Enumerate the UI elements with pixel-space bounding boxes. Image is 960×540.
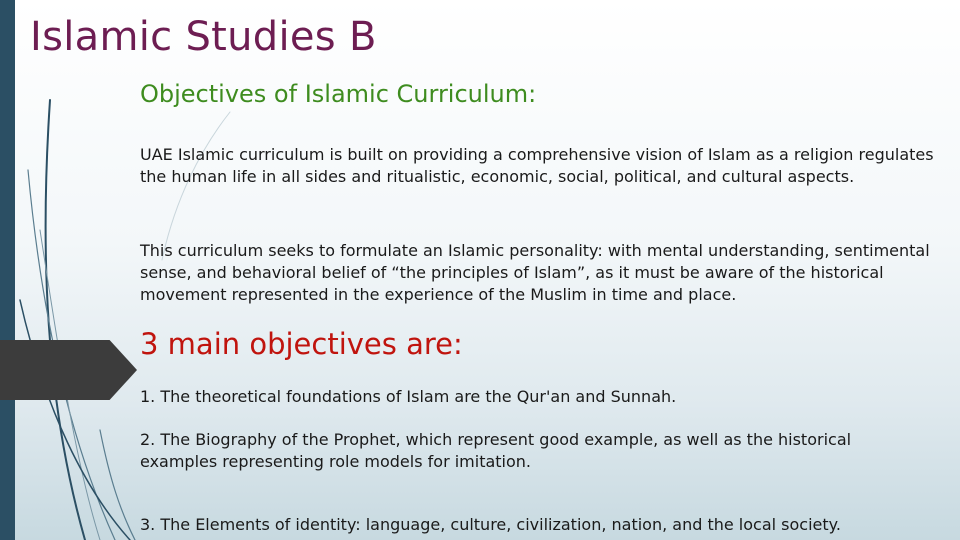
objective-item-2: 2. The Biography of the Prophet, which represent good example, as well as the historical examples representing role models for imitation.	[140, 430, 852, 471]
slide-title: Islamic Studies B	[30, 14, 377, 60]
paragraph-curriculum-vision: UAE Islamic curriculum is built on providing a comprehensive vision of Islam as a religion regulates the human life in all sides and ritualistic, economic, social, political, and cultural aspects.	[140, 145, 934, 186]
chevron-arrow-shape	[0, 340, 137, 400]
paragraph-islamic-personality: This curriculum seeks to formulate an Islamic personality: with mental understanding, sentimental sense, and behavioral belief of “the principles of Islam”, as it must be aware of the historical movement represented in the experience of the Muslim in time and place.	[140, 241, 930, 304]
slide-subtitle: Objectives of Islamic Curriculum:	[140, 80, 537, 108]
objective-item-3: 3. The Elements of identity: language, culture, civilization, nation, and the local society.	[140, 515, 841, 534]
objective-item-1: 1. The theoretical foundations of Islam are the Qur'an and Sunnah.	[140, 387, 677, 406]
objectives-heading: 3 main objectives are:	[140, 327, 463, 361]
